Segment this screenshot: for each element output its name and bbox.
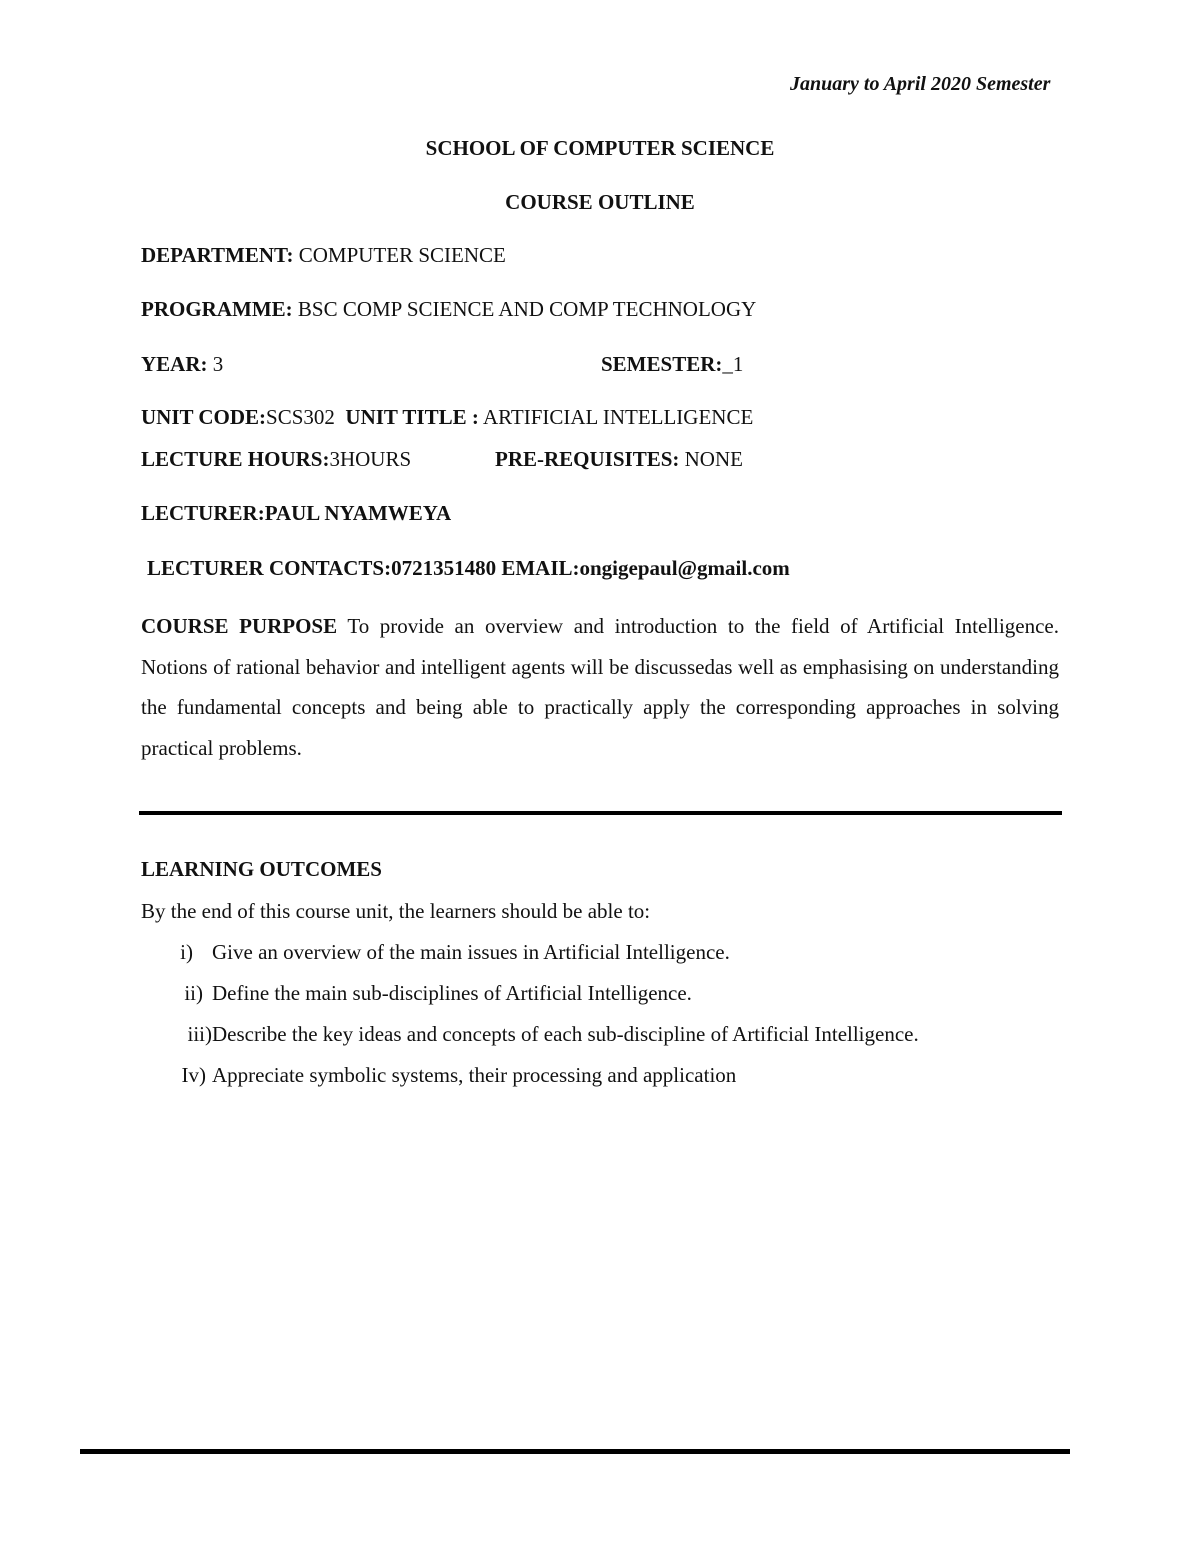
list-item-text: Define the main sub-disciplines of Artificial Intelligence. [212, 981, 692, 1005]
contacts-label: LECTURER CONTACTS: [147, 556, 392, 580]
document-title: COURSE OUTLINE [505, 190, 695, 214]
unit-field [141, 405, 753, 429]
learning-outcomes-intro: By the end of this course unit, the learners should be able to: [141, 899, 651, 923]
unit-code-value: SCS302 [266, 405, 335, 429]
semester-field [601, 352, 743, 376]
section-divider [139, 811, 1062, 815]
semester-value: _1 [722, 352, 744, 376]
learning-outcomes-heading: LEARNING OUTCOMES [141, 857, 382, 881]
list-item [0, 940, 1200, 964]
programme-field [141, 297, 756, 321]
prerequisites-field [495, 447, 743, 471]
footer-divider [80, 1449, 1070, 1454]
email-link[interactable]: ongigepaul@gmail.com [579, 556, 790, 580]
programme-label: PROGRAMME: [141, 297, 293, 321]
lecturer-field [141, 501, 451, 525]
lecturer-label: LECTURER: [141, 501, 265, 525]
email-label: EMAIL: [496, 556, 580, 580]
unit-title-label: UNIT TITLE : [345, 405, 479, 429]
course-purpose-text: To provide an overview and introduction to the field of Artificial Intelligence. Notions of rational behavior and intelligent agents will be discussedas well as emphasising on understanding the fundamental concepts and being able to practically apply the corresponding approaches in solving practical problems. [141, 614, 1059, 760]
contacts-field [147, 556, 790, 580]
year-field [141, 352, 223, 376]
unit-title-value: ARTIFICIAL INTELLIGENCE [478, 405, 754, 429]
lecturer-value: PAUL NYAMWEYA [264, 501, 452, 525]
lecture-hours-field [141, 447, 411, 471]
course-purpose-label: COURSE PURPOSE [141, 614, 338, 638]
list-item-text: Describe the key ideas and concepts of each sub-discipline of Artificial Intelligence. [212, 1022, 919, 1046]
programme-value: BSC COMP SCIENCE AND COMP TECHNOLOGY [292, 297, 757, 321]
year-value: 3 [207, 352, 224, 376]
department-label: DEPARTMENT: [141, 243, 294, 267]
semester-header: January to April 2020 Semester [790, 73, 1051, 95]
semester-label: SEMESTER: [601, 352, 723, 376]
list-item [0, 1022, 1200, 1046]
list-item-text: Give an overview of the main issues in Artificial Intelligence. [212, 940, 730, 964]
list-item-number: Iv) [181, 1063, 206, 1087]
list-item-number: iii) [187, 1022, 212, 1046]
lecture-hours-label: LECTURE HOURS: [141, 447, 330, 471]
prerequisites-value: NONE [679, 447, 743, 471]
prerequisites-label: PRE-REQUISITES: [495, 447, 680, 471]
year-label: YEAR: [141, 352, 208, 376]
list-item [0, 1063, 1200, 1087]
list-item [0, 981, 1200, 1005]
department-field [141, 243, 506, 267]
school-title: SCHOOL OF COMPUTER SCIENCE [425, 136, 775, 160]
department-value: COMPUTER SCIENCE [293, 243, 506, 267]
unit-code-label: UNIT CODE: [141, 405, 267, 429]
list-item-number: ii) [184, 981, 203, 1005]
list-item-number: i) [180, 940, 193, 964]
course-purpose [141, 606, 1059, 768]
contacts-phone: 0721351480 [391, 556, 497, 580]
list-item-text: Appreciate symbolic systems, their processing and application [212, 1063, 737, 1087]
lecture-hours-value: 3HOURS [329, 447, 412, 471]
